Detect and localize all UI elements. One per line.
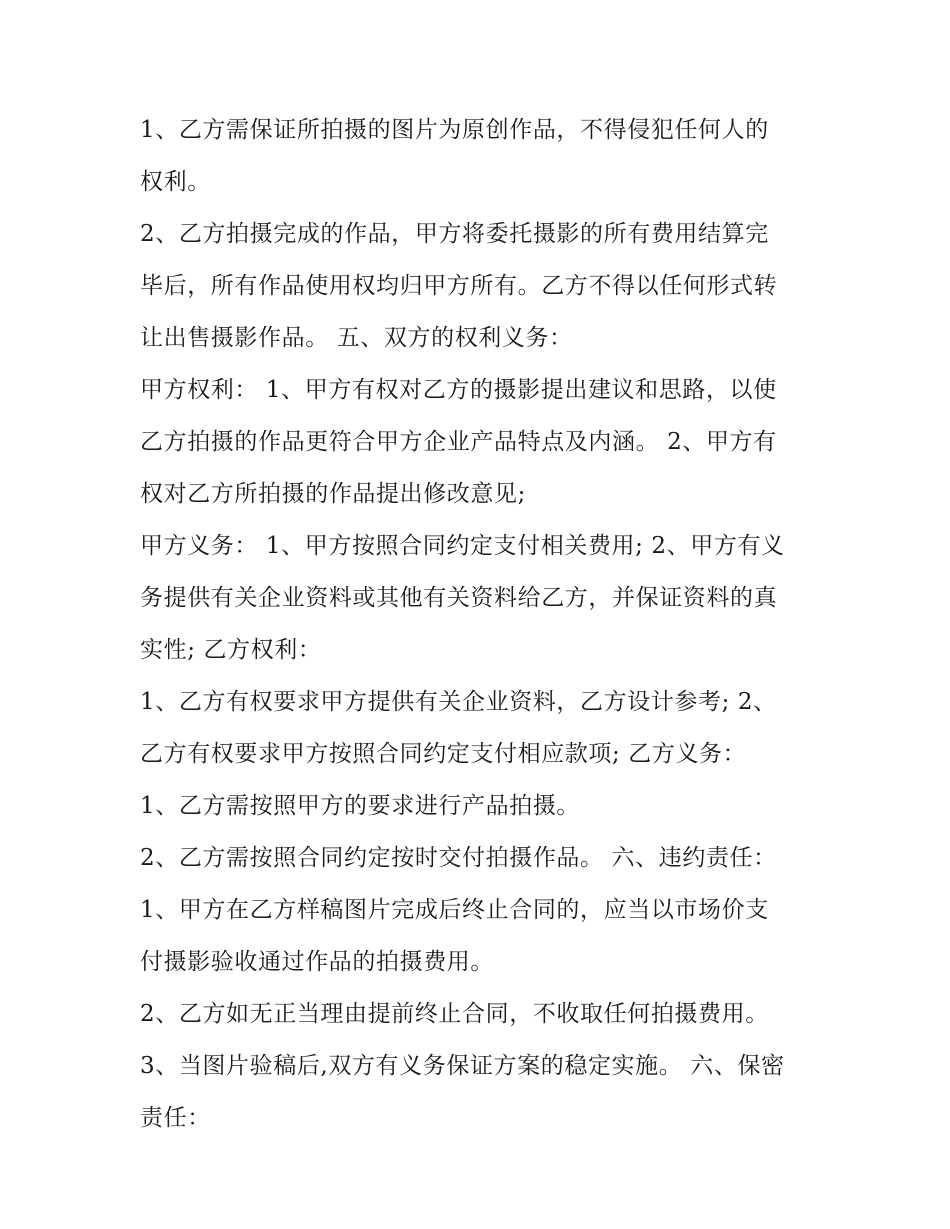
text-line: 1、乙方需按照甲方的要求进行产品拍摄。 <box>140 793 581 819</box>
text-line: 权对乙方所拍摄的作品提出修改意见; <box>140 481 526 507</box>
text-line: 务提供有关企业资料或其他有关资料给乙方，并保证资料的真 <box>140 585 778 611</box>
text-line: 2、乙方如无正当理由提前终止合同，不收取任何拍摄费用。 <box>140 1001 769 1027</box>
text-line: 甲方义务： 1、甲方按照合同约定支付相关费用; 2、甲方有义 <box>140 533 785 559</box>
text-line: 乙方有权要求甲方按照合同约定支付相应款项; 乙方义务： <box>140 741 747 767</box>
document-body <box>140 104 820 1144</box>
text-line: 责任： <box>140 1105 211 1131</box>
text-line: 让出售摄影作品。 五、双方的权利义务： <box>140 325 573 351</box>
text-line: 毕后，所有作品使用权均归甲方所有。乙方不得以任何形式转 <box>140 273 778 299</box>
text-line: 3、当图片验稿后,双方有义务保证方案的稳定实施。 六、保密 <box>140 1053 785 1079</box>
text-line: 1、乙方有权要求甲方提供有关企业资料，乙方设计参考; 2、 <box>140 689 777 715</box>
text-line: 1、乙方需保证所拍摄的图片为原创作品，不得侵犯任何人的 <box>140 117 769 143</box>
text-line: 付摄影验收通过作品的拍摄费用。 <box>140 949 494 975</box>
text-line: 实性; 乙方权利： <box>140 637 322 663</box>
text-line: 1、甲方在乙方样稿图片完成后终止合同的，应当以市场价支 <box>140 897 769 923</box>
text-line: 权利。 <box>140 169 211 195</box>
text-line: 2、乙方需按照合同约定按时交付拍摄作品。 六、违约责任： <box>140 845 777 871</box>
text-line: 甲方权利： 1、甲方有权对乙方的摄影提出建议和思路，以使 <box>140 377 777 403</box>
text-line: 2、乙方拍摄完成的作品，甲方将委托摄影的所有费用结算完 <box>140 221 769 247</box>
text-line: 乙方拍摄的作品更符合甲方企业产品特点及内涵。 2、甲方有 <box>140 429 777 455</box>
